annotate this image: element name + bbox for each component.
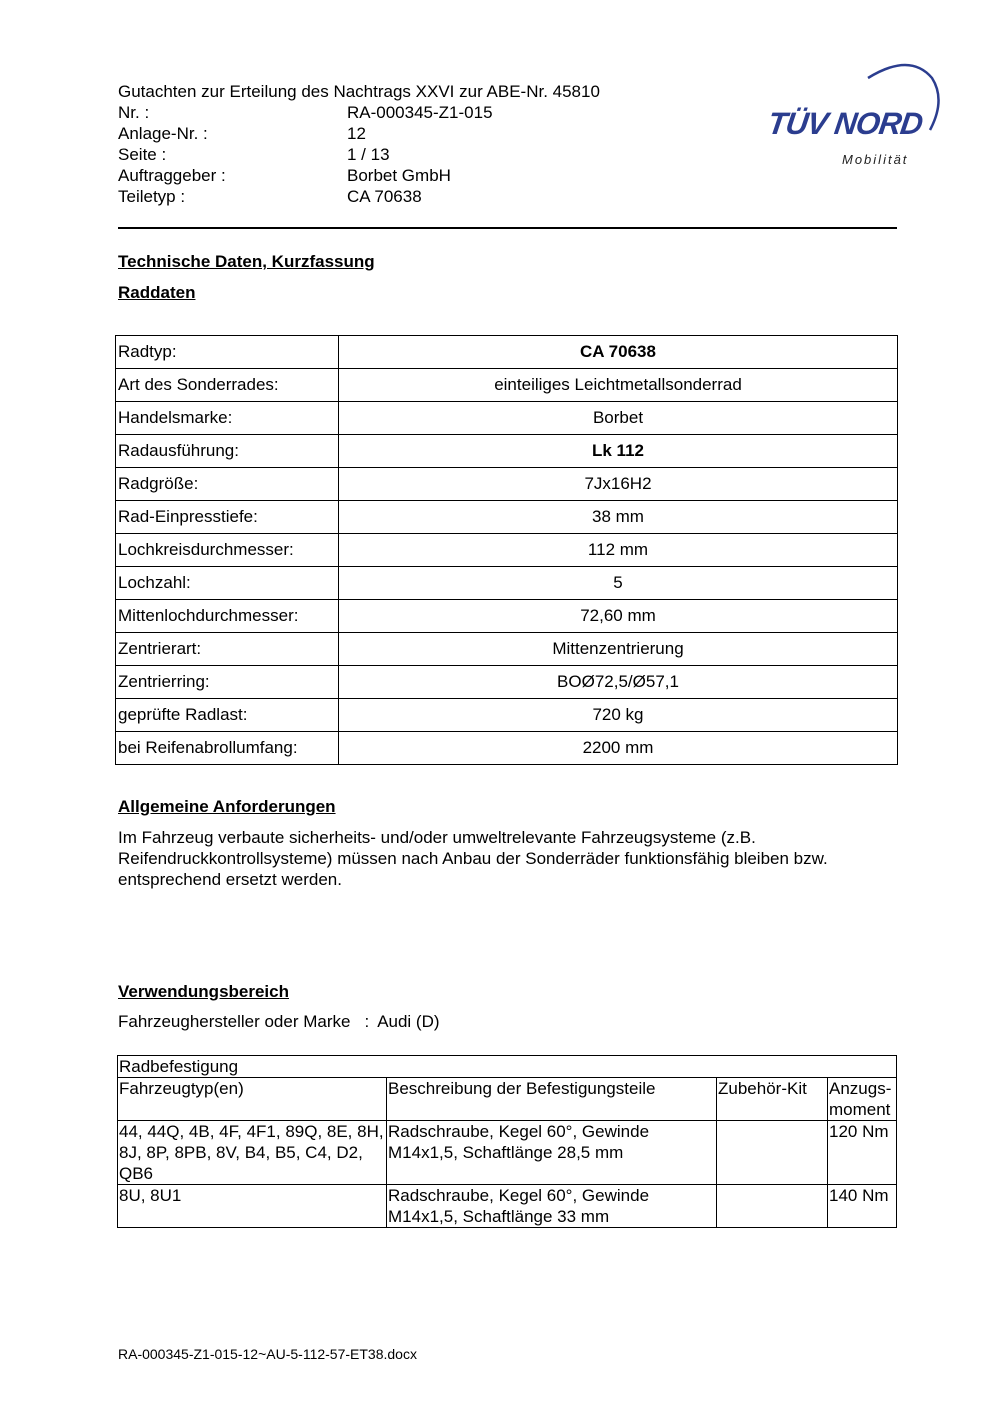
allgemeine-text: Im Fahrzeug verbaute sicherheits- und/oder umweltrelevante Fahrzeugsysteme (z.B. Reifendruckkontrollsysteme) müssen nach Anbau der Sonderräder funktionsfähig bleiben bzw. entsprechend ersetzt werden. xyxy=(118,828,828,889)
row-value: 38 mm xyxy=(339,501,898,534)
fahrzeugtyp-cell: 44, 44Q, 4B, 4F, 4F1, 89Q, 8E, 8H, 8J, 8P, 8PB, 8V, B4, B5, C4, D2, QB6 xyxy=(118,1121,387,1185)
table-row xyxy=(116,468,898,501)
beschreibung-cell: Radschraube, Kegel 60°, Gewinde M14x1,5, Schaftlänge 28,5 mm xyxy=(387,1121,717,1185)
header-label: Nr. : xyxy=(118,103,150,122)
header-value: 12 xyxy=(347,124,366,143)
row-key: Radtyp: xyxy=(116,336,339,369)
row-value: einteiliges Leichtmetallsonderrad xyxy=(339,369,898,402)
hersteller-line xyxy=(118,1012,440,1032)
column-header: Beschreibung der Befestigungsteile xyxy=(387,1078,717,1121)
row-key: Lochzahl: xyxy=(116,567,339,600)
row-value: 112 mm xyxy=(339,534,898,567)
table-header-row xyxy=(118,1078,897,1121)
row-key: bei Reifenabrollumfang: xyxy=(116,732,339,765)
table-title: Radbefestigung xyxy=(118,1056,897,1078)
header-label: Teiletyp : xyxy=(118,187,186,206)
row-key: Lochkreisdurchmesser: xyxy=(116,534,339,567)
footer-filename: RA-000345-Z1-015-12~AU-5-112-57-ET38.docx xyxy=(118,1346,417,1362)
radbefestigung-table xyxy=(117,1055,897,1228)
table-row xyxy=(116,435,898,468)
header-label: Seite : xyxy=(118,145,167,164)
zubehoer-kit-cell xyxy=(717,1185,828,1228)
zubehoer-kit-cell xyxy=(717,1121,828,1185)
row-key: geprüfte Radlast: xyxy=(116,699,339,732)
beschreibung-cell: Radschraube, Kegel 60°, Gewinde M14x1,5, Schaftlänge 33 mm xyxy=(387,1185,717,1228)
header-value: Borbet GmbH xyxy=(347,166,451,185)
row-key: Zentrierart: xyxy=(116,633,339,666)
raddaten-table xyxy=(115,335,898,765)
fahrzeugtyp-cell: 8U, 8U1 xyxy=(118,1185,387,1228)
header-label: Anlage-Nr. : xyxy=(118,124,208,143)
logo-brand-text: TÜV NORD xyxy=(765,106,925,141)
tuev-nord-logo xyxy=(760,56,945,176)
anzugsmoment-cell: 140 Nm xyxy=(828,1185,897,1228)
logo-subtitle: Mobilität xyxy=(842,152,909,167)
header-value: CA 70638 xyxy=(347,187,422,206)
hersteller-separator: : xyxy=(364,1012,370,1031)
row-value: Mittenzentrierung xyxy=(339,633,898,666)
anzugsmoment-cell: 120 Nm xyxy=(828,1121,897,1185)
table-row xyxy=(116,567,898,600)
row-key: Art des Sonderrades: xyxy=(116,369,339,402)
heading-raddaten: Raddaten xyxy=(118,283,196,302)
row-value: 720 kg xyxy=(339,699,898,732)
table-row xyxy=(116,699,898,732)
row-value: BOØ72,5/Ø57,1 xyxy=(339,666,898,699)
column-header: Anzugs- moment xyxy=(828,1078,897,1121)
header-value: 1 / 13 xyxy=(347,145,390,164)
row-key: Handelsmarke: xyxy=(116,402,339,435)
table-row xyxy=(118,1121,897,1185)
heading-allgemeine-anforderungen: Allgemeine Anforderungen xyxy=(118,797,336,816)
table-row xyxy=(116,633,898,666)
row-key: Mittenlochdurchmesser: xyxy=(116,600,339,633)
heading-technische-daten: Technische Daten, Kurzfassung xyxy=(118,252,375,271)
row-key: Radgröße: xyxy=(116,468,339,501)
table-row xyxy=(116,369,898,402)
row-value: 2200 mm xyxy=(339,732,898,765)
row-value: CA 70638 xyxy=(339,336,898,369)
document-title: Gutachten zur Erteilung des Nachtrags XXVI zur ABE-Nr. 45810 xyxy=(118,82,600,101)
heading-verwendungsbereich: Verwendungsbereich xyxy=(118,982,289,1001)
hersteller-value: Audi (D) xyxy=(377,1012,440,1031)
table-title-row xyxy=(118,1056,897,1078)
row-value: 7Jx16H2 xyxy=(339,468,898,501)
hersteller-label: Fahrzeughersteller oder Marke xyxy=(118,1012,351,1031)
row-key: Rad-Einpresstiefe: xyxy=(116,501,339,534)
header-value: RA-000345-Z1-015 xyxy=(347,103,493,122)
table-row xyxy=(116,732,898,765)
table-row xyxy=(116,501,898,534)
table-row xyxy=(116,666,898,699)
table-row xyxy=(116,402,898,435)
table-row xyxy=(116,336,898,369)
row-key: Radausführung: xyxy=(116,435,339,468)
row-key: Zentrierring: xyxy=(116,666,339,699)
row-value: Lk 112 xyxy=(339,435,898,468)
row-value: 5 xyxy=(339,567,898,600)
row-value: 72,60 mm xyxy=(339,600,898,633)
header-label: Auftraggeber : xyxy=(118,166,226,185)
column-header: Zubehör-Kit xyxy=(717,1078,828,1121)
table-row xyxy=(118,1185,897,1228)
table-row xyxy=(116,534,898,567)
header-divider xyxy=(118,227,897,229)
column-header: Fahrzeugtyp(en) xyxy=(118,1078,387,1121)
row-value: Borbet xyxy=(339,402,898,435)
table-row xyxy=(116,600,898,633)
